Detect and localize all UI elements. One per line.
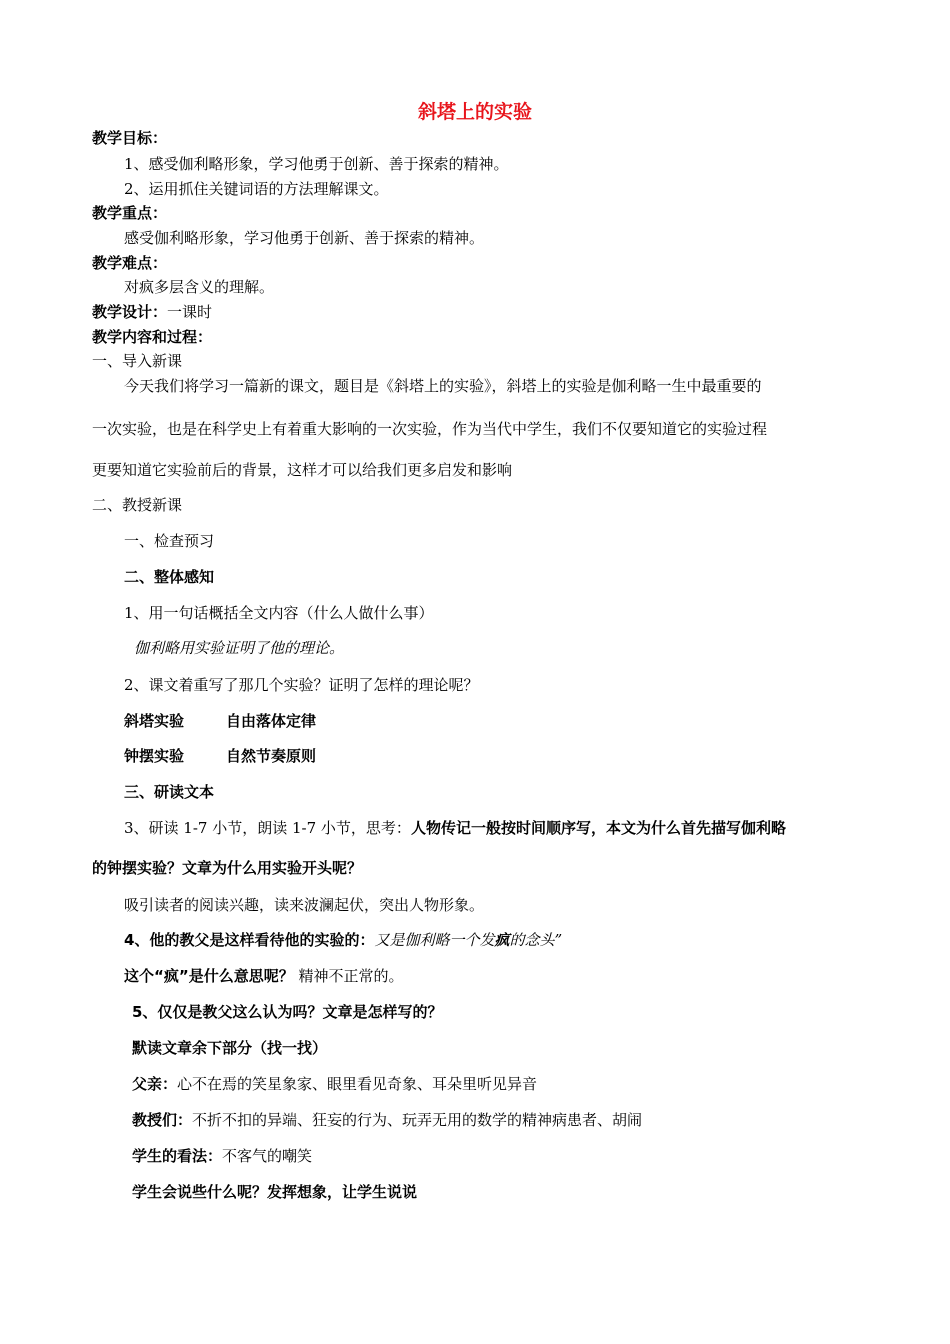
- professors-label: 教授们：: [132, 1111, 193, 1129]
- design-line: [92, 302, 212, 322]
- key-points-text: 感受伽利略形象，学习他勇于创新、善于探索的精神。: [124, 229, 485, 247]
- question-4b-bold: 这个“疯”是什么意思呢？: [124, 967, 294, 985]
- experiment-row-1: [124, 711, 316, 731]
- design-text: 一课时: [167, 303, 213, 321]
- objectives-heading: 教学目标：: [92, 129, 168, 147]
- question-4-quote-a: 又是伽利略一个发: [374, 931, 495, 949]
- students-text: 不客气的嘲笑: [222, 1147, 313, 1165]
- section2-sub1: 一、检查预习: [124, 532, 215, 550]
- father-text: 心不在焉的笑星象家、眼里看见奇象、耳朵里听见异音: [177, 1075, 538, 1093]
- section1-line-1: 今天我们将学习一篇新的课文，题目是《斜塔上的实验》，斜塔上的实验是伽利略一生中最重要的: [124, 377, 762, 395]
- question-3-line-1: [124, 818, 786, 838]
- father-line: [132, 1074, 537, 1094]
- process-heading: 教学内容和过程：: [92, 328, 213, 346]
- question-4-quote-c: 的念头”: [509, 931, 563, 949]
- question-2: 2、课文着重写了那几个实验？证明了怎样的理论呢？: [124, 676, 479, 694]
- document-title: 斜塔上的实验: [417, 101, 532, 123]
- question-4-line: [124, 930, 562, 950]
- professors-line: [132, 1110, 642, 1130]
- section2-sub2: 二、整体感知: [124, 568, 215, 586]
- answer-3: 吸引读者的阅读兴趣，读来波澜起伏，突出人物形象。: [124, 896, 485, 914]
- experiment-name: 斜塔实验: [124, 712, 185, 730]
- section1-heading: 一、导入新课: [92, 352, 183, 370]
- reading-task: 默读文章余下部分（找一找）: [132, 1039, 328, 1057]
- section1-line-3: 更要知道它实验前后的背景，这样才可以给我们更多启发和影响: [92, 461, 513, 479]
- section1-line-2: 一次实验，也是在科学史上有着重大影响的一次实验，作为当代中学生，我们不仅要知道它的实验过程: [92, 420, 768, 438]
- experiment-theory: 自然节奏原则: [226, 747, 317, 765]
- final-prompt: 学生会说些什么呢？发挥想象，让学生说说: [132, 1183, 418, 1201]
- professors-text: 不折不扣的异端、狂妄的行为、玩弄无用的数学的精神病患者、胡闹: [192, 1111, 643, 1129]
- father-label: 父亲：: [132, 1075, 178, 1093]
- students-line: [132, 1146, 312, 1166]
- difficulty-text: 对疯多层含义的理解。: [124, 278, 275, 296]
- section2-heading: 二、教授新课: [92, 496, 183, 514]
- objective-item-1: 1、感受伽利略形象，学习他勇于创新、善于探索的精神。: [124, 155, 509, 173]
- question-3-line-2: 的钟摆实验？文章为什么用实验开头呢？: [92, 859, 363, 877]
- question-3-prefix: 3、研读 1-7 小节，朗读 1-7 小节，思考：: [124, 819, 411, 837]
- experiment-theory: 自由落体定律: [226, 712, 317, 730]
- question-4-quote-b: 疯: [494, 931, 510, 949]
- design-heading: 教学设计：: [92, 303, 168, 321]
- question-4b-line: [124, 966, 404, 986]
- answer-4: 精神不正常的。: [293, 967, 404, 985]
- experiment-name: 钟摆实验: [124, 747, 185, 765]
- question-3-bold: 人物传记一般按时间顺序写，本文为什么首先描写伽利略: [410, 819, 786, 837]
- difficulty-heading: 教学难点：: [92, 254, 168, 272]
- students-label: 学生的看法：: [132, 1147, 223, 1165]
- question-5: 5、仅仅是教父这么认为吗？文章是怎样写的？: [132, 1003, 443, 1021]
- question-4-bold: 4、他的教父是这样看待他的实验的：: [124, 931, 375, 949]
- section2-sub3: 三、研读文本: [124, 783, 215, 801]
- experiment-row-2: [124, 746, 316, 766]
- answer-1: 伽利略用实验证明了他的理论。: [134, 639, 345, 657]
- question-1: 1、用一句话概括全文内容（什么人做什么事）: [124, 604, 434, 622]
- key-points-heading: 教学重点：: [92, 204, 168, 222]
- objective-item-2: 2、运用抓住关键词语的方法理解课文。: [124, 180, 389, 198]
